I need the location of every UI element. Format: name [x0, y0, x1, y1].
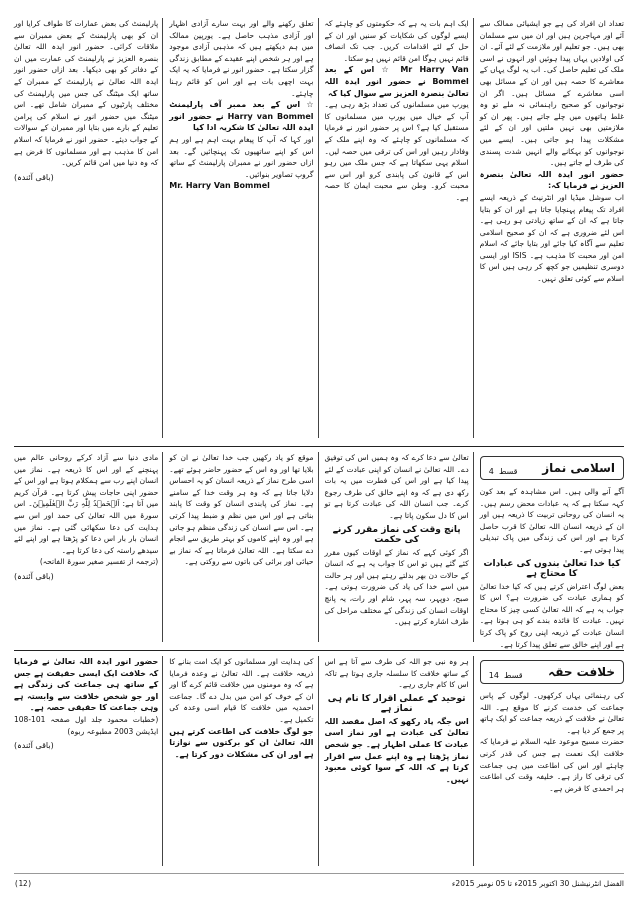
article-subheading: حضور انور ایدہ اللہ تعالیٰ نے فرمایا کہ خلافت ایک ایسی حقیقت ہے جس کے ساتھ ہی جماعت کی زندگی ہے اور جو شخص خلافت سے وابستہ ہے وہی جماعت کا حقیقی حصہ ہے۔: [14, 657, 159, 713]
middle-column-2: [325, 452, 474, 642]
section-header-box: [480, 456, 624, 480]
page-footer: [14, 873, 624, 890]
installment-label: قسط: [498, 466, 518, 476]
article-subheading: توحید کے عملی اقرار کا نام ہی نماز ہے: [327, 693, 466, 714]
continued-label: (باقی آئندہ): [14, 172, 54, 182]
article-text: تعداد ان افراد کی ہے جو ایشیائی ممالک سے آئے اور مہاجرین ہیں اور ان میں سے مسلمان بھی ہیں۔ جو تعلیم اور ملازمت کے لئے آئے۔ ان کی اولادیں یہاں پیدا ہوئیں اور انہوں نے اسی ملک کی تعلیم حاصل کی۔ اب یہ لوگ یہاں کے معاشرے کا حصہ ہیں اور ان کے مسائل بھی اسی معاشرے کے مسائل ہیں۔ اگر ان نوجوانوں کو صحیح راہنمائی نہ ملے تو وہ غلط ہاتھوں میں چلے جاتے ہیں۔ پھر ان کو ملازمتیں بھی نہیں ملتیں اور ان کے لئے مشکلات پیدا ہو جاتی ہیں۔ ایسے میں نوجوانوں کو بہکانے والے انہیں شدت پسندی کی طرف لے جاتے ہیں۔: [479, 19, 624, 168]
top-column-1: [480, 18, 624, 438]
top-band: [14, 18, 624, 438]
section-divider: [14, 446, 624, 447]
article-text: ہر وہ نبی جو اللہ کی طرف سے آتا ہے اس کے ساتھ خلافت کا سلسلہ جاری ہوتا ہے تاکہ اس کا کام جاری رہے۔: [324, 657, 469, 690]
article-text-bold: اس جگہ یاد رکھو کہ اصل مقصد اللہ تعالیٰ کی عبادت ہے اور نماز اسی عبادت کا عملی اظہار ہے۔ جو شخص نماز پڑھتا ہے وہ اپنے عمل سے اقرار کرتا ہے کہ اللہ کے سوا کوئی معبود نہیں۔: [324, 716, 469, 784]
article-text: حضرت مسیح موعود علیہ السلام نے فرمایا کہ خلافت ایک نعمت ہے جس کی قدر کرنی چاہئے اور اس کی اطاعت میں ہی جماعت کی ترقی کا راز ہے۔ خلیفہ وقت کی اطاعت ہر احمدی کا فرض ہے۔: [479, 737, 624, 793]
middle-column-1: [479, 452, 624, 649]
continued-label: (باقی آئندہ): [14, 741, 54, 751]
article-subheading: ☆ اس کے بعد ممبر آف پارلیمنٹ Harry van Bommel نے حضور انور ایدہ اللہ تعالیٰ کا شکریہ ادا کیا: [169, 100, 314, 133]
installment-label: قسط: [504, 670, 523, 680]
page-number: (12): [14, 878, 33, 888]
bottom-column-2: [325, 656, 474, 866]
article-subheading: کیا خدا تعالیٰ بندوں کی عبادات کا محتاج ہے: [483, 558, 621, 579]
article-text: اگر کوئی کہے کہ نماز کے اوقات کیوں مقرر کئے گئے ہیں تو اس کا جواب یہ ہے کہ انسان کے حالات دن بھر بدلتے رہتے ہیں اور ہر حالت میں اسے خدا کی یاد کی ضرورت ہوتی ہے۔ صبح، دوپہر، سہ پہر، شام اور رات، یہ پانچ اوقات انسان کی زندگی کے مختلف مراحل کی طرف اشارہ کرتے ہیں۔: [324, 547, 469, 627]
article-text: اور کہا کہ آپ کا پیغام بہت اہم ہے اور ہم اس کو اپنے ساتھیوں تک پہنچائیں گے۔ بعد ازاں حضور انور نے ممبران پارلیمنٹ کے ساتھ گروپ تصاویر بنوائیں۔: [169, 134, 314, 179]
article-text-bold: جو لوگ خلافت کی اطاعت کرتے ہیں اللہ تعالیٰ ان کو برکتوں سے نوازتا ہے اور ان کی مشکلات دور کرتا ہے۔: [169, 726, 314, 759]
article-subheading: پانچ وقت کی نماز مقرر کرنے کی حکمت: [332, 524, 461, 545]
bottom-band: [14, 656, 624, 866]
article-text: موقع کو یاد رکھیں جب خدا تعالیٰ نے ان کو بلایا تھا اور وہ اس کے حضور حاضر ہوئے تھے۔ اسی طرح نماز کے ذریعہ انسان کو یہ احساس دلایا جاتا ہے کہ وہ ہر وقت خدا کے سامنے ہے۔ نماز کی پابندی انسان کو وقت کا پابند بناتی ہے اور اس میں نظم و ضبط پیدا کرتی ہے۔ اس سے انسان کی زندگی منظم ہو جاتی ہے اور وہ اپنے کاموں کو بہتر طریق سے انجام دے سکتا ہے۔ اللہ تعالیٰ فرماتا ہے کہ نماز بے حیائی اور برائی کی باتوں سے روکتی ہے۔: [169, 453, 314, 567]
continued-label: (باقی آئندہ): [14, 571, 54, 581]
article-signature: Mr. Harry Van Bommel: [169, 181, 270, 191]
bottom-column-1: [480, 656, 624, 866]
top-column-2: [325, 18, 474, 438]
article-text: آگے آنے والی ہیں۔ اس مشاہدہ کے بعد کون کہہ سکتا ہے کہ یہ عبادات محض رسم ہیں۔ یہ انسان کی روحانی تربیت کا ذریعہ ہیں اور ان کے ذریعہ انسان اللہ تعالیٰ کا قرب حاصل کرتا ہے اور اس کی زندگی میں پاک تبدیلی پیدا ہوتی ہے۔: [479, 487, 624, 554]
article-text: مادی دنیا سے آزاد کرکے روحانی عالم میں پہنچنے کے اور اس کا ذریعہ ہے۔ نماز میں انسان اپنے رب سے ہمکلام ہوتا ہے اور اس کے حضور اپنی حاجات پیش کرتا ہے۔ قرآن کریم میں آتا ہے: اَلۡحَمۡدُ لِلّٰہِ رَبِّ الۡعٰلَمِیۡنَ۔ اس سورۃ میں اللہ تعالیٰ کی حمد اور اس سے ہدایت کی دعا سکھائی گئی ہے۔ نماز میں انسان بار بار اس دعا کو پڑھتا ہے اور اپنے لئے سیدھے راستہ کی دعا کرتا ہے۔: [13, 453, 159, 555]
article-text: تعالیٰ سے دعا کرے کہ وہ ہمیں اس کی توفیق دے۔ اللہ تعالیٰ نے انسان کو اپنی عبادت کے لئے پیدا کیا ہے اور اس کی فطرت میں یہ بات رکھ دی ہے کہ وہ اپنے خالق کی طرف رجوع کرے۔ جب انسان اللہ کی عبادت کرتا ہے تو اس کا دل سکون پاتا ہے۔: [324, 453, 469, 520]
article-subheading: Mr Harry Van ☆ اس کے بعد Bommel نے حضور انور ایدہ اللہ تعالیٰ بنصرہ العزیز سے سوال کیا کہ: [324, 65, 469, 98]
section-title: اسلامی نماز: [542, 461, 615, 475]
article-subheading: حضور انور ایدہ اللہ تعالیٰ بنصرہ العزیز نے فرمایا کہ:: [479, 169, 624, 191]
middle-column-4: [14, 452, 163, 642]
article-text: کی رہنمائی یہاں کرکھوں۔ لوگوں کے پاس جماعت کی خدمت کرنے کا موقع ہے۔ اللہ تعالیٰ نے خلافت کے ذریعہ جماعت کو ایک ہاتھ پر جمع کر دیا ہے۔: [479, 691, 624, 735]
installment-number: 14: [488, 670, 499, 680]
section-header-box: [480, 660, 624, 684]
reference-note: (ترجمہ از تفسیر صغیر سورۃ الفاتحہ): [39, 557, 159, 567]
article-text: پارلیمنٹ کی بعض عمارات کا طواف کرایا اور ان کو بھی پارلیمنٹ کے بعض ممبران سے ملاقات کرائی۔ حضور انور ایدہ اللہ تعالیٰ بنصرہ العزیز نے پارلیمنٹ کی عمارت میں ان کے دفاتر کو بھی دیکھا۔ بعد ازاں حضور انور ایدہ اللہ تعالیٰ نے پارلیمنٹ کے ممبران کے ساتھ ایک میٹنگ کی جس میں پارلیمنٹ کی مختلف پارٹیوں کے ممبران شامل تھے۔ اس میٹنگ میں حضور انور نے اسلام کی پرامن تعلیم کے بارے میں بتایا اور ممبران کے سوالات کے جواب دیئے۔ حضور انور نے فرمایا کہ اسلام امن کا مذہب ہے اور مسلمانوں کا فرض ہے کہ وہ دنیا میں امن قائم کریں۔: [14, 19, 159, 168]
article-text: یورپ میں مسلمانوں کی تعداد بڑھ رہی ہے۔ آپ کے خیال میں یورپ میں مسلمانوں کا مستقبل کیا ہے؟ اس پر حضور انور نے فرمایا کہ مسلمانوں کو چاہئے کہ وہ اپنے ملک کے وفادار رہیں اور اس کی ترقی میں حصہ لیں۔ اسلام یہی سکھاتا ہے کہ جس ملک میں رہو اس کے قانون کی پابندی کرو اور اس سے محبت کرو۔ وطن سے محبت ایمان کا حصہ ہے۔: [324, 100, 469, 202]
installment-number: 4: [488, 466, 494, 476]
top-column-4: [14, 18, 163, 438]
issue-date-line: الفضل انٹرنیشنل 30 اکتوبر 2015ء تا 05 نومبر 2015ء: [451, 878, 624, 888]
bottom-column-4: [14, 656, 163, 866]
top-column-3: [169, 18, 318, 438]
section-title: خلافت حقہ: [548, 665, 615, 679]
middle-band: [13, 452, 624, 649]
middle-column-3: [169, 452, 318, 642]
article-text: اب سوشل میڈیا اور انٹرنیٹ کے ذریعہ ایسے افراد تک پیغام پہنچایا جاتا ہے اور ان کو بتایا جاتا ہے کہ ان کے ساتھ زیادتی ہو رہی ہے۔ اس لئے ضروری ہے کہ ان کو صحیح اسلامی تعلیم سے آگاہ کیا جائے اور بتایا جائے کہ اسلام امن اور محبت کا مذہب ہے۔ ISIS اور ایسی دوسری تنظیمیں جو کچھ کر رہی ہیں اس کا اسلام سے کوئی تعلق نہیں۔: [479, 192, 624, 284]
article-text: کی ہدایت اور مسلمانوں کو ایک امت بنانے کا ذریعہ خلافت ہے۔ اللہ تعالیٰ نے وعدہ فرمایا ہے کہ وہ مومنوں میں خلافت قائم کرے گا اور ان کے خوف کو امن میں بدل دے گا۔ جماعت احمدیہ میں خلافت کا قیام اسی وعدہ کی تکمیل ہے۔: [169, 657, 314, 724]
article-text: ایک اہم بات یہ ہے کہ حکومتوں کو چاہئے کہ ایسے لوگوں کی شکایات کو سنیں اور ان کے حل کے لئے اقدامات کریں۔ جب تک انصاف قائم نہیں ہوگا امن قائم نہیں ہو سکتا۔: [324, 19, 469, 63]
bottom-column-3: [169, 656, 318, 866]
section-divider: [14, 650, 624, 651]
reference-note: (خطبات محمود جلد اول صفحہ 101-108 ایڈیشن 2003 مطبوعہ ربوہ): [14, 714, 159, 736]
article-text: تعلق رکھنے والے اور بہت سارے آزادی اظہار اور آزادی مذہب حاصل ہے۔ یورپین ممالک میں ہم دیکھتے ہیں کہ مذہبی آزادی موجود ہے اور ہر شخص اپنے عقیدے کے مطابق زندگی گزار سکتا ہے۔ حضور انور نے فرمایا کہ یہ ایک بہت اچھی بات ہے اور اس کو قائم رہنا چاہئے۔: [169, 19, 314, 98]
article-text: بعض لوگ اعتراض کرتے ہیں کہ کیا خدا تعالیٰ کو ہماری عبادت کی ضرورت ہے؟ اس کا جواب یہ ہے کہ اللہ تعالیٰ کسی چیز کا محتاج نہیں۔ عبادت کا فائدہ بندے کو ہی ہوتا ہے۔ انسان عبادت کے ذریعہ اپنی روح کو پاک کرتا ہے اور اپنے خالق سے تعلق پیدا کرتا ہے۔: [479, 581, 624, 649]
